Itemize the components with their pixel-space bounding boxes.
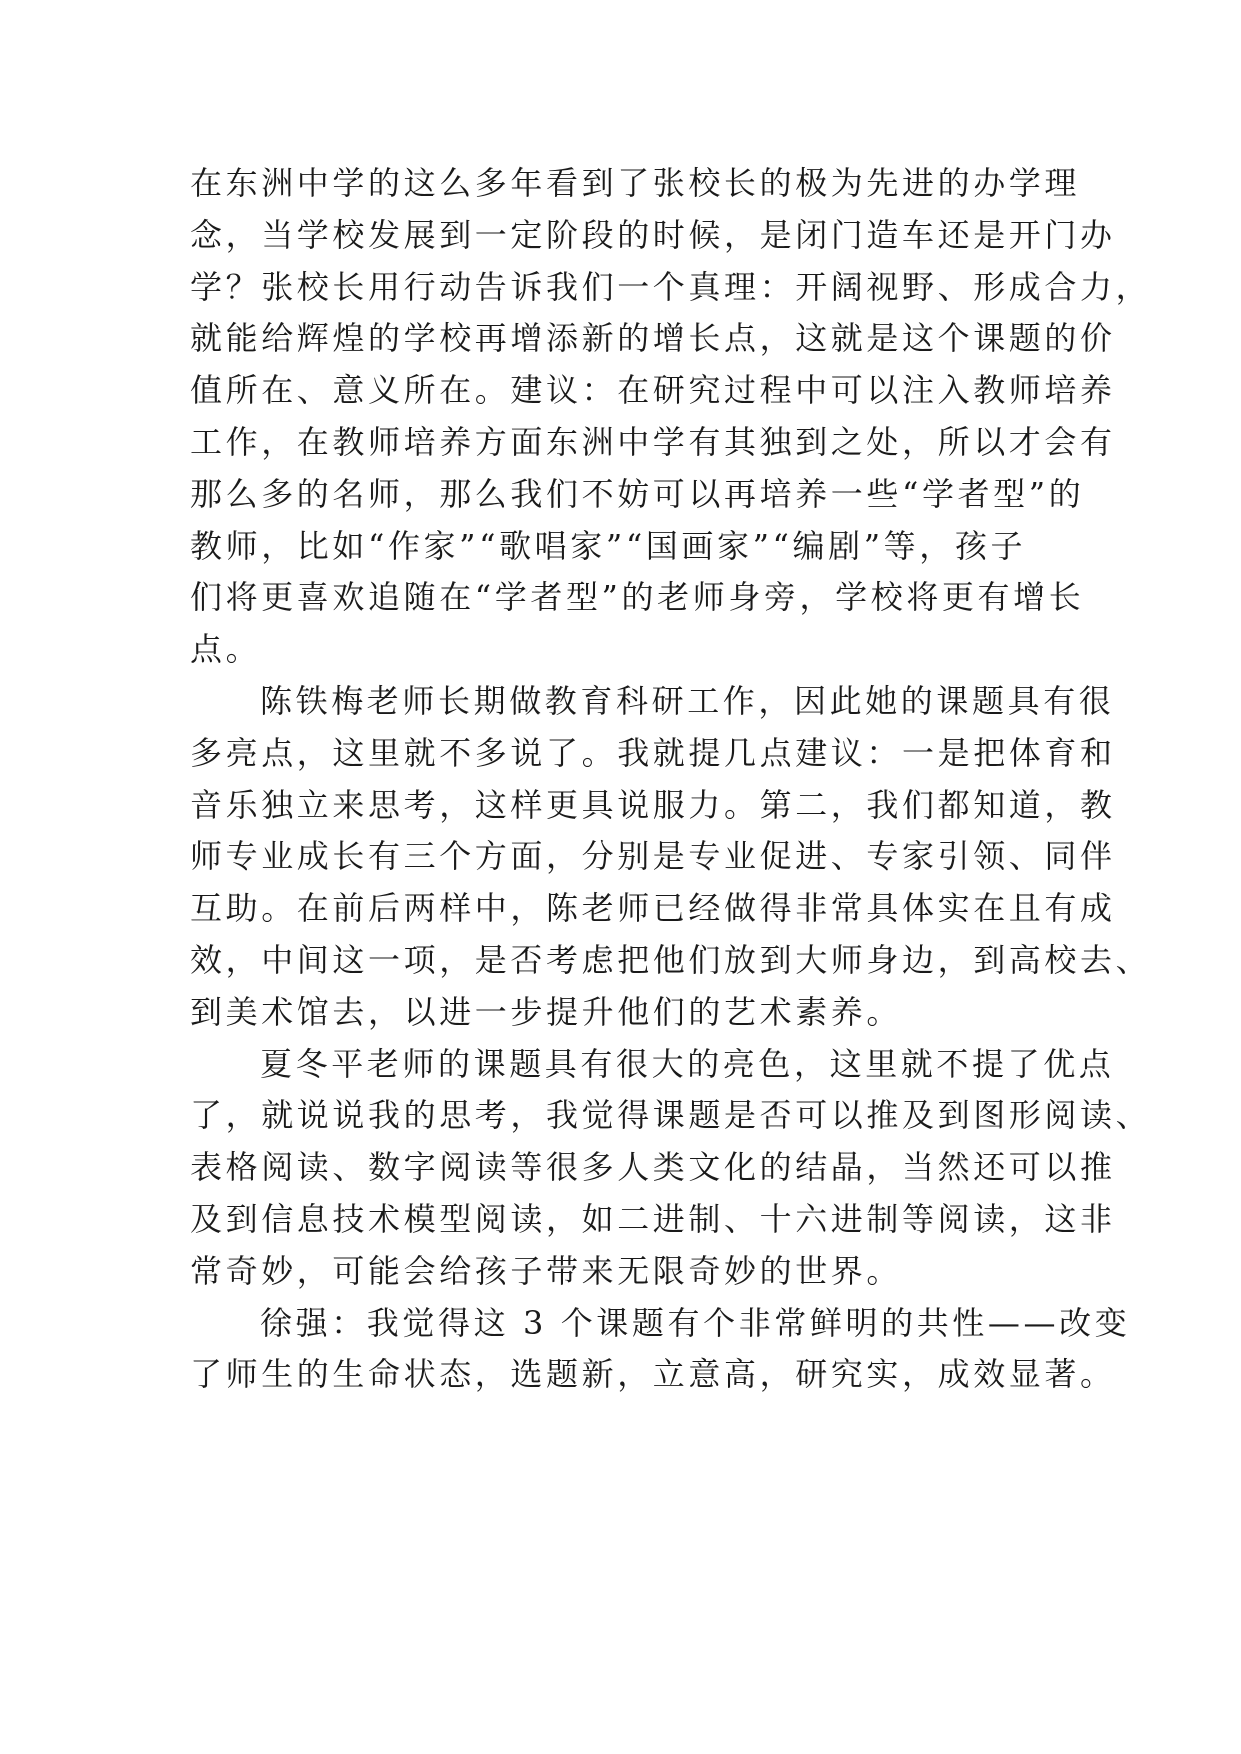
text-line: 值所在、意义所在。建议：在研究过程中可以注入教师培养 [190,371,1116,410]
text-line: 音乐独立来思考，这样更具说服力。第二，我们都知道，教 [190,785,1116,824]
text-line: 在东洲中学的这么多年看到了张校长的极为先进的办学理 [190,164,1081,202]
text-line: 工作，在教师培养方面东洲中学有其独到之处，所以才会有 [190,422,1116,461]
text-line: 互助。在前后两样中，陈老师已经做得非常具体实在且有成 [190,889,1116,928]
text-line: 那么多的名师，那么我们不妨可以再培养一些“学者型”的 [190,474,1085,513]
text-line: 了师生的生命状态，选题新，立意高，研究实，成效显著。 [190,1355,1116,1394]
text-line: 陈铁梅老师长期做教育科研工作，因此她的课题具有很 [260,681,1115,720]
text-line: 师专业成长有三个方面，分别是专业促进、专家引领、同伴 [190,837,1116,876]
text-line: 教师，比如“作家”“歌唱家”“国画家”“编剧”等，孩子 [190,526,1027,565]
text-line: 就能给辉煌的学校再增添新的增长点，这就是这个课题的价 [190,319,1116,358]
text-line: 表格阅读、数字阅读等很多人类文化的结晶，当然还可以推 [190,1148,1116,1187]
text-line: 效，中间这一项，是否考虑把他们放到大师身边，到高校去、 [190,940,1152,979]
text-line: 了，就说说我的思考，我觉得课题是否可以推及到图形阅读、 [190,1096,1152,1135]
text-line: 多亮点，这里就不多说了。我就提几点建议：一是把体育和 [190,733,1116,772]
body-text [190,158,1152,1401]
text-line: 点。 [190,630,262,669]
text-line: 常奇妙，可能会给孩子带来无限奇妙的世界。 [190,1251,903,1290]
text-line: 徐强：我觉得这 3 个课题有个非常鲜明的共性——改变 [260,1303,1131,1342]
text-line: 学？张校长用行动告诉我们一个真理：开阔视野、形成合力， [190,267,1152,306]
text-line: 夏冬平老师的课题具有很大的亮色，这里就不提了优点 [260,1044,1115,1083]
text-line: 念，当学校发展到一定阶段的时候，是闭门造车还是开门办 [190,215,1116,254]
text-line: 及到信息技术模型阅读，如二进制、十六进制等阅读，这非 [190,1199,1116,1238]
text-line: 们将更喜欢追随在“学者型”的老师身旁，学校将更有增长 [190,578,1085,617]
text-line: 到美术馆去，以进一步提升他们的艺术素养。 [190,992,903,1031]
